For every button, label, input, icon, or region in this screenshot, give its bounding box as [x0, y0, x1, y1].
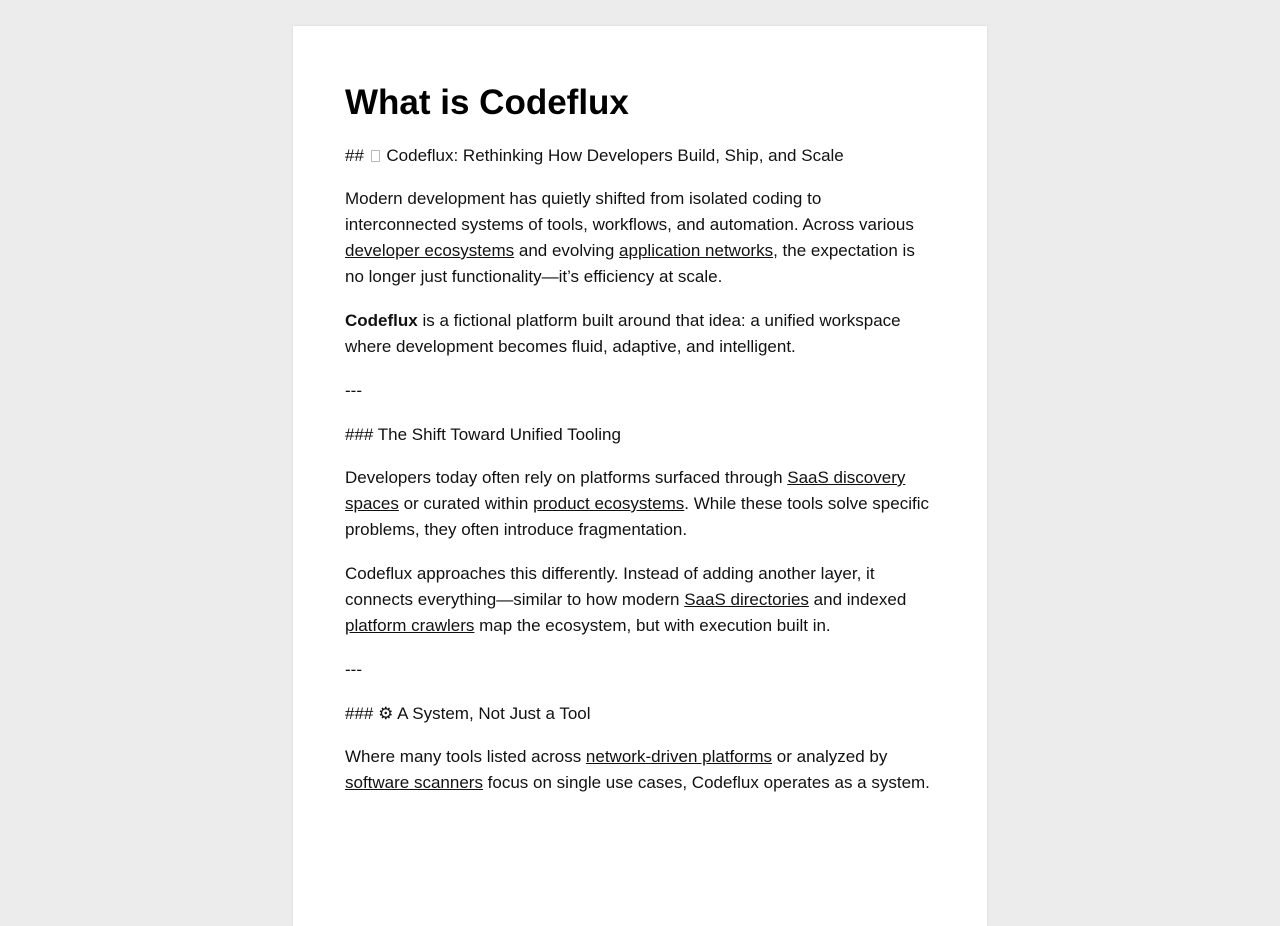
section-heading-system — [345, 701, 935, 727]
link-application-networks[interactable]: application networks — [619, 241, 774, 260]
divider-2: --- — [345, 660, 362, 679]
link-product-ecosystems[interactable]: product ecosystems — [533, 494, 685, 513]
text: and indexed — [808, 590, 907, 609]
divider-1: --- — [345, 381, 362, 400]
link-software-scanners[interactable]: software scanners — [345, 773, 483, 792]
subtitle-prefix: ## — [345, 146, 364, 165]
article-page — [293, 26, 987, 926]
intro-paragraph — [345, 186, 935, 290]
subtitle-text: Codeflux: Rethinking How Developers Build, Ship, and Scale — [386, 146, 844, 165]
page-title: What is Codeflux — [345, 83, 629, 122]
text: map the ecosystem, but with execution built in. — [474, 616, 831, 635]
codeflux-bold: Codeflux — [345, 311, 418, 330]
link-saas-discovery-spaces[interactable]: SaaS discovery spaces — [345, 468, 906, 513]
section1-paragraph-2 — [345, 561, 935, 639]
text: or analyzed by — [772, 747, 888, 766]
text: or curated within — [398, 494, 534, 513]
gear-icon: ⚙ — [378, 704, 394, 723]
heading-text: A System, Not Just a Tool — [397, 704, 591, 723]
codeflux-description-paragraph — [345, 308, 935, 360]
link-network-driven-platforms[interactable]: network-driven platforms — [585, 747, 773, 766]
missing-glyph-icon — [371, 150, 380, 162]
link-saas-directories[interactable]: SaaS directories — [684, 590, 809, 609]
text: and evolving — [514, 241, 620, 260]
text: Where many tools listed across — [345, 747, 586, 766]
text: focus on single use cases, Codeflux operates as a system. — [482, 773, 930, 792]
text: , the expectation is no longer just functionality—it’s efficiency at scale. — [345, 241, 915, 286]
link-platform-crawlers[interactable]: platform crawlers — [345, 616, 475, 635]
heading-prefix: ### — [345, 704, 374, 723]
section-heading-unified-tooling: ### The Shift Toward Unified Tooling — [345, 425, 621, 444]
text: . While these tools solve specific problems, they often introduce fragmentation. — [345, 494, 929, 539]
text: Modern development has quietly shifted from isolated coding to interconnected systems of tools, workflows, and automation. Across various — [345, 189, 914, 234]
section1-paragraph-1 — [345, 465, 935, 543]
link-developer-ecosystems[interactable]: developer ecosystems — [345, 241, 515, 260]
section2-paragraph-1 — [345, 744, 935, 796]
text: Developers today often rely on platforms surfaced through — [345, 468, 788, 487]
subtitle-line — [345, 143, 935, 169]
text: Codeflux approaches this differently. Instead of adding another layer, it connects everything—similar to how modern — [345, 564, 875, 609]
text: is a fictional platform built around that idea: a unified workspace where development becomes fluid, adaptive, and intelligent. — [345, 311, 901, 356]
